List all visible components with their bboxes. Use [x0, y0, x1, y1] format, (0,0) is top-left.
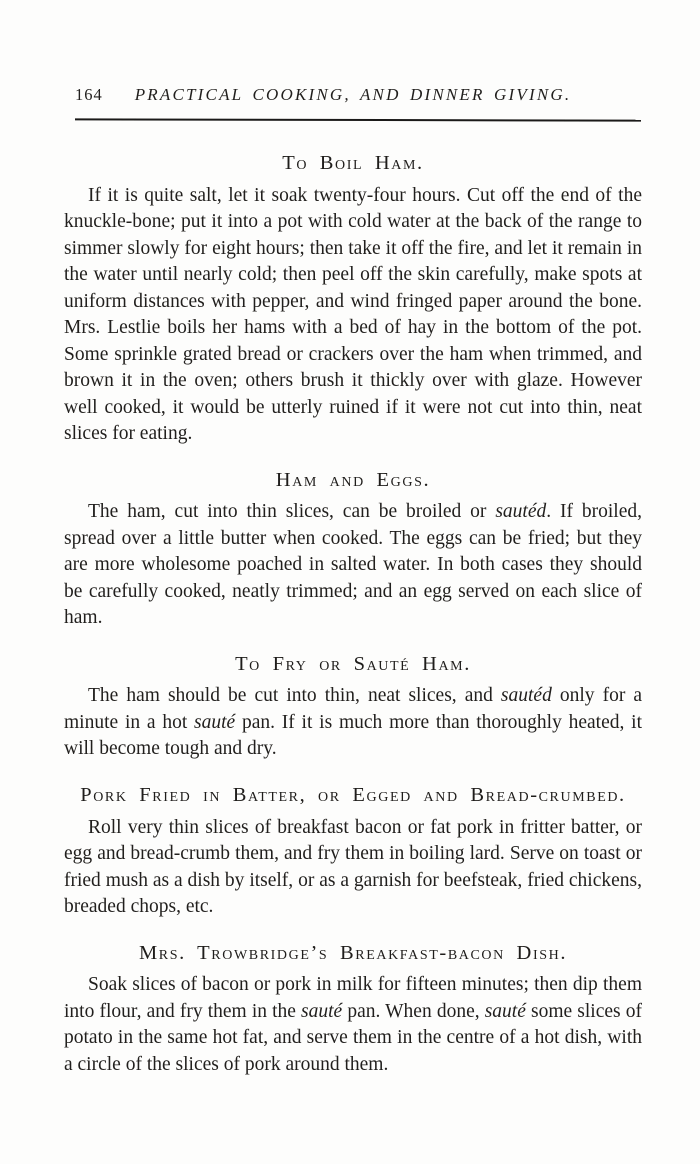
section-heading: Ham and Eggs.: [275, 468, 431, 491]
header-rule: [75, 118, 641, 121]
italic-term: sauté: [301, 1000, 343, 1022]
paragraph: The ham, cut into thin slices, can be broiled or sautéd. If broiled, spread over a little butter when cooked. The eggs can be fried; but they are more wholesome poached in salted water. In both cases they should be carefully cooked, neatly trimmed; and an egg served on each slice of ham.: [64, 501, 642, 629]
italic-term: sautéd: [500, 685, 552, 707]
section-heading: Pork Fried in Batter, or Egged and Bread-crumbed.: [80, 783, 626, 806]
italic-term: sauté: [484, 1000, 526, 1022]
section-heading: To Fry or Sauté Ham.: [235, 652, 471, 675]
section-heading: To Boil Ham.: [282, 152, 424, 175]
italic-term: sautéd: [495, 501, 547, 523]
paragraph: If it is quite salt, let it soak twenty-four hours. Cut off the end of the knuckle-bone; put it into a pot with cold water at the back of the range to simmer slowly for eight hours; then take it off the fire, and let it remain in the water until nearly cold; then peel off the skin carefully, make spots at uniform distances with pepper, and wind fringed paper around the bone. Mrs. Lestlie boils her hams with a bed of hay in the bottom of the pot. Some sprinkle grated bread or crackers over the ham when trimmed, and brown it in the oven; others brush it thickly over with glaze. However well cooked, it would be utterly ruined if it were not cut into thin, neat slices for eating.: [64, 184, 642, 445]
page-body: [64, 151, 642, 1078]
italic-term: sauté: [194, 711, 236, 733]
running-title: PRACTICAL COOKING, AND DINNER GIVING.: [134, 85, 572, 104]
paragraph: The ham should be cut into thin, neat slices, and sautéd only for a minute in a hot sauté pan. If it is much more than thoroughly heated, it will become tough and dry.: [64, 685, 643, 760]
section-heading: Mrs. Trowbridge’s Breakfast-bacon Dish.: [138, 941, 568, 964]
page-number: 164: [75, 84, 103, 104]
page-header: [64, 0, 642, 104]
paragraph: Soak slices of bacon or pork in milk for fifteen minutes; then dip them into flour, and fry them in the sauté pan. When done, sauté some slices of potato in the same hot fat, and serve them in the centre of a hot dish, with a circle of the slices of pork around them.: [64, 974, 642, 1075]
paragraph: Roll very thin slices of breakfast bacon or fat pork in fritter batter, or egg and bread-crumb them, and fry them in boiling lard. Serve on toast or fried mush as a dish by itself, or as a garnish for beefsteak, fried chickens, breaded chops, etc.: [64, 816, 642, 918]
